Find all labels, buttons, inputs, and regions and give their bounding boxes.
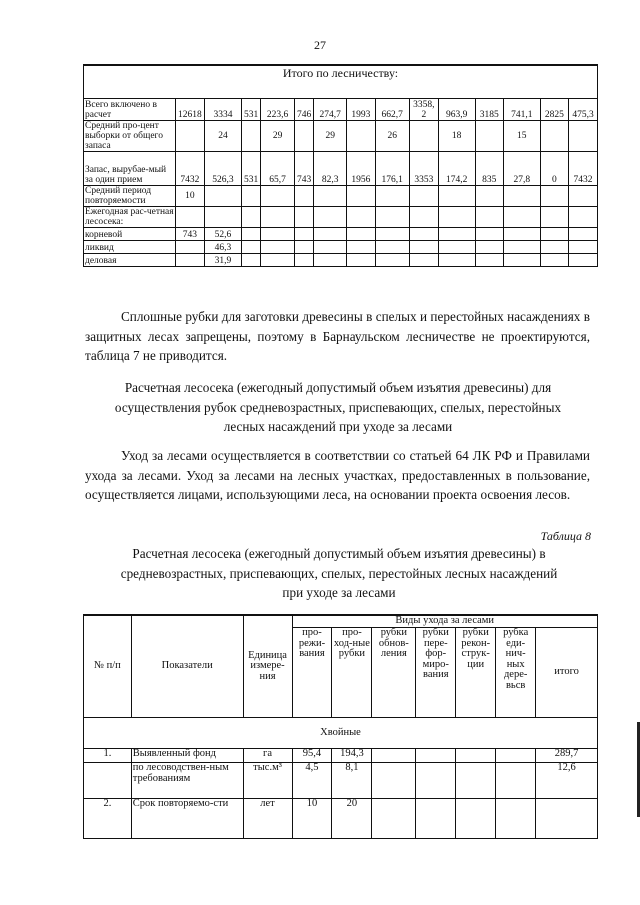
- table1-cell: [438, 228, 475, 241]
- table1-cell: [375, 186, 409, 207]
- table1-cell: 2825: [540, 99, 568, 121]
- table1-cell: [409, 207, 438, 228]
- table1-cell: 174,2: [438, 152, 475, 186]
- table1-cell: [314, 254, 347, 267]
- value-cell: [456, 763, 496, 799]
- table1-cell: [347, 121, 375, 152]
- row-label: Средний период повторяемости: [84, 186, 176, 207]
- table1-cell: [438, 207, 475, 228]
- table1-cell: [175, 241, 204, 254]
- table1-cell: [438, 254, 475, 267]
- col-num-header: № п/п: [84, 615, 132, 718]
- row-label: корневой: [84, 228, 176, 241]
- table1-cell: [294, 228, 313, 241]
- value-cell: [416, 763, 456, 799]
- row-label: ликвид: [84, 241, 176, 254]
- value-cell: 289,7: [536, 749, 598, 763]
- table1-cell: [475, 121, 503, 152]
- table1-cell: [375, 228, 409, 241]
- table1-cell: [503, 186, 540, 207]
- paragraph-care: Уход за лесами осуществляется в соответствии со статьей 64 ЛК РФ и Правилами ухода за лесами. Уход за лесами на лесных участках, предоставленных в пользование, осуществляется лицами, использующими леса, на основании проекта освоения лесов.: [85, 448, 590, 502]
- care-type-header: рубка еди-нич-ных дере-вьсв: [496, 628, 536, 718]
- care-type-header: про-ход-ные рубки: [332, 628, 372, 718]
- table1-cell: [314, 241, 347, 254]
- table1-cell: 52,6: [205, 228, 242, 241]
- table1-cell: [409, 254, 438, 267]
- table1-cell: 531: [241, 99, 260, 121]
- page-number: 27: [314, 38, 326, 52]
- table1-cell: [261, 186, 295, 207]
- row-label: Ежегодная рас-четная лесосека:: [85, 207, 174, 227]
- table1-cell: 223,6: [261, 99, 295, 121]
- table1-cell: [347, 228, 375, 241]
- table1-cell: 274,7: [314, 99, 347, 121]
- table1-cell: [503, 207, 540, 228]
- col-unit-header: Единица измере-ния: [243, 615, 292, 718]
- indicator-name: Срок повторяемо-сти: [131, 799, 243, 839]
- table8-label: Таблица 8: [540, 529, 591, 543]
- care-types-header: Виды ухода за лесами: [292, 615, 598, 628]
- value-cell: [536, 799, 598, 839]
- table1-cell: 7432: [569, 152, 598, 186]
- table1-cell: [205, 207, 242, 228]
- table1-row: [84, 186, 598, 207]
- table1-cell: [569, 186, 598, 207]
- row-label: Средний про-цент выборки от общего запаса: [84, 121, 176, 152]
- table1-cell: [375, 207, 409, 228]
- table1-cell: 24: [205, 121, 242, 152]
- value-cell: [496, 799, 536, 839]
- table1-cell: [241, 207, 260, 228]
- row-label: деловая: [84, 254, 176, 267]
- table1-cell: [540, 207, 568, 228]
- table1-cell: [438, 186, 475, 207]
- table1-cell: 18: [438, 121, 475, 152]
- table1-row: [84, 241, 598, 254]
- indicator-name: Выявленный фонд: [131, 749, 243, 763]
- table1-cell: [347, 254, 375, 267]
- table1-cell: [409, 186, 438, 207]
- section-conifers: Хвойные: [84, 718, 598, 749]
- care-type-header: итого: [536, 628, 598, 718]
- row-number: 1.: [84, 749, 132, 763]
- table1-cell: [569, 241, 598, 254]
- value-cell: 12,6: [536, 763, 598, 799]
- table1-cell: [241, 241, 260, 254]
- care-type-header: рубки обнов-ления: [372, 628, 416, 718]
- table1-cell: 1993: [347, 99, 375, 121]
- table1-cell: [314, 186, 347, 207]
- table1-cell: [294, 186, 313, 207]
- forestry-total-table: [83, 64, 598, 267]
- table1-cell: [261, 254, 295, 267]
- indicator-name: по лесоводствен-ным требованиям: [131, 763, 243, 799]
- table1-cell: 3358, 2: [409, 99, 438, 121]
- table1-cell: [569, 228, 598, 241]
- table1-cell: [175, 121, 204, 152]
- table1-cell: 1956: [347, 152, 375, 186]
- table1-cell: 65,7: [261, 152, 295, 186]
- table2-row: [84, 799, 598, 839]
- unit-cell: тыс.м³: [243, 763, 292, 799]
- table1-cell: [261, 207, 295, 228]
- row-label: Всего включено в расчет: [84, 99, 176, 121]
- table1-title: Итого по лесничеству:: [84, 65, 598, 99]
- value-cell: [372, 749, 416, 763]
- care-type-header: рубки пере-фор-миро-вания: [416, 628, 456, 718]
- table1-cell: [241, 186, 260, 207]
- table1-cell: 743: [294, 152, 313, 186]
- table1-cell: [503, 241, 540, 254]
- table1-cell: [314, 207, 347, 228]
- value-cell: [496, 749, 536, 763]
- value-cell: 20: [332, 799, 372, 839]
- table1-cell: 0: [540, 152, 568, 186]
- table8-title: Расчетная лесосека (ежегодный допустимый объем изъятия древесины) в средневозрастных, приспевающих, спелых, перестойных лесных насаждений при уходе за лесами: [120, 546, 558, 600]
- table1-cell: [569, 121, 598, 152]
- table1-cell: 3185: [475, 99, 503, 121]
- table1-cell: [175, 254, 204, 267]
- table1-cell: [475, 241, 503, 254]
- table1-cell: 7432: [175, 152, 204, 186]
- table1-cell: 10: [175, 186, 204, 207]
- value-cell: 95,4: [292, 749, 332, 763]
- value-cell: [372, 763, 416, 799]
- table1-cell: [409, 241, 438, 254]
- table1-cell: 963,9: [438, 99, 475, 121]
- table1-cell: [475, 228, 503, 241]
- table1-cell: [475, 186, 503, 207]
- table1-cell: [261, 241, 295, 254]
- table1-cell: 27,8: [503, 152, 540, 186]
- value-cell: [416, 799, 456, 839]
- table1-cell: 29: [314, 121, 347, 152]
- table1-cell: [294, 241, 313, 254]
- value-cell: [456, 749, 496, 763]
- table1-cell: [294, 207, 313, 228]
- care-type-header: про-режи-вания: [292, 628, 332, 718]
- table1-row: [84, 121, 598, 152]
- table1-cell: 46,3: [205, 241, 242, 254]
- table1-cell: [294, 121, 313, 152]
- row-number: 2.: [84, 799, 132, 839]
- table1-cell: 12618: [175, 99, 204, 121]
- table1-cell: [205, 186, 242, 207]
- table1-cell: [438, 241, 475, 254]
- table1-row: [84, 152, 598, 186]
- unit-cell: лет: [243, 799, 292, 839]
- table1-row: [84, 254, 598, 267]
- table1-cell: [347, 186, 375, 207]
- value-cell: [372, 799, 416, 839]
- table2-row: [84, 749, 598, 763]
- table1-cell: [540, 254, 568, 267]
- table1-cell: 26: [375, 121, 409, 152]
- table1-cell: 741,1: [503, 99, 540, 121]
- value-cell: 194,3: [332, 749, 372, 763]
- table1-cell: 743: [175, 228, 204, 241]
- table1-cell: [241, 121, 260, 152]
- table1-cell: 531: [241, 152, 260, 186]
- table1-cell: [375, 254, 409, 267]
- table1-cell: [241, 228, 260, 241]
- table1-cell: 82,3: [314, 152, 347, 186]
- table1-cell: [540, 121, 568, 152]
- table1-cell: [569, 254, 598, 267]
- table1-row: [84, 228, 598, 241]
- unit-cell: га: [243, 749, 292, 763]
- table1-cell: [475, 254, 503, 267]
- table1-cell: [503, 228, 540, 241]
- table1-cell: [503, 254, 540, 267]
- table1-cell: [294, 254, 313, 267]
- table1-cell: [347, 241, 375, 254]
- table1-cell: 835: [475, 152, 503, 186]
- table1-row: [84, 99, 598, 121]
- table1-cell: 662,7: [375, 99, 409, 121]
- value-cell: [416, 749, 456, 763]
- table1-cell: [314, 228, 347, 241]
- col-indicators-header: Показатели: [131, 615, 243, 718]
- section-heading: Расчетная лесосека (ежегодный допустимый объем изъятия древесины) для осуществления рубок средневозрастных, приспевающих, спелых, перестойных лесных насаждений при уходе за лесами: [114, 380, 562, 434]
- table1-cell: [409, 121, 438, 152]
- allowable-cut-table: [83, 614, 598, 839]
- row-number: [84, 763, 132, 799]
- table1-row: [84, 207, 598, 228]
- table1-cell: 29: [261, 121, 295, 152]
- value-cell: 10: [292, 799, 332, 839]
- value-cell: [496, 763, 536, 799]
- table1-cell: [347, 207, 375, 228]
- value-cell: 8,1: [332, 763, 372, 799]
- table1-cell: 176,1: [375, 152, 409, 186]
- table1-cell: [175, 207, 204, 228]
- care-type-header: рубки рекон-струк-ции: [456, 628, 496, 718]
- table1-cell: 746: [294, 99, 313, 121]
- value-cell: [456, 799, 496, 839]
- table1-cell: [409, 228, 438, 241]
- table1-cell: [540, 241, 568, 254]
- table1-cell: [569, 207, 598, 228]
- table1-cell: [540, 228, 568, 241]
- table2-row: [84, 763, 598, 799]
- paragraph-clearcut: Сплошные рубки для заготовки древесины в спелых и перестойных насаждениях в защитных лесах запрещены, поэтому в Барнаульском лесничестве не проектируются, таблица 7 не приводится.: [85, 309, 590, 363]
- table1-cell: 3334: [205, 99, 242, 121]
- table1-cell: 3353: [409, 152, 438, 186]
- row-label: Запас, вырубае-мый за один прием: [84, 152, 176, 186]
- table1-cell: 31,9: [205, 254, 242, 267]
- value-cell: 4,5: [292, 763, 332, 799]
- table1-cell: [241, 254, 260, 267]
- table1-cell: 475,3: [569, 99, 598, 121]
- table1-cell: [540, 186, 568, 207]
- table1-cell: [475, 207, 503, 228]
- table1-cell: [375, 241, 409, 254]
- table1-cell: 15: [503, 121, 540, 152]
- table1-cell: [261, 228, 295, 241]
- table1-cell: 526,3: [205, 152, 242, 186]
